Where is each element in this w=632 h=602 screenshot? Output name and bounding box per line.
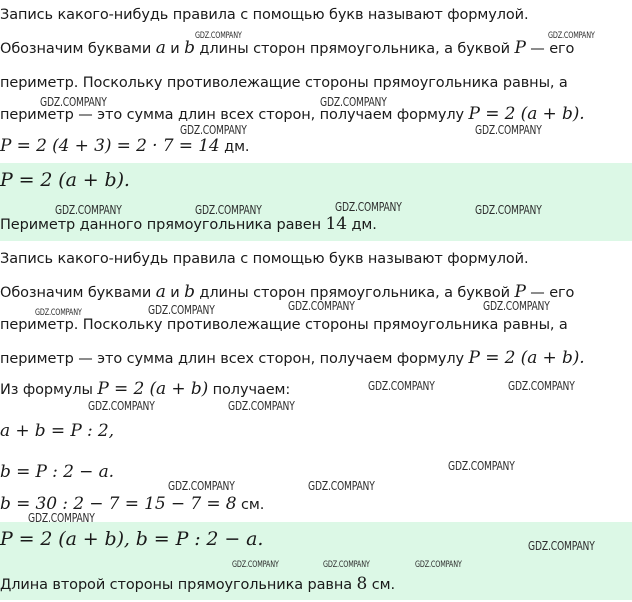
s2-line5-tail: получаем:: [208, 382, 291, 398]
watermark: GDZ.COMPANY: [320, 95, 387, 109]
watermark: GDZ.COMPANY: [528, 539, 595, 553]
s1-var-P: P: [514, 38, 526, 58]
s2-line4-text: периметр — это сумма длин всех сторон, получаем формулу: [0, 351, 469, 367]
s2-answer-formula: [0, 528, 263, 550]
s2-line2-and: и: [165, 285, 185, 301]
s2-line6: [0, 421, 114, 441]
s2-line5-text: Из формулы: [0, 382, 98, 398]
watermark: GDZ.COMPANY: [475, 203, 542, 217]
s1-var-a: a: [155, 38, 166, 58]
s2-var-P: P: [514, 282, 526, 302]
watermark: GDZ.COMPANY: [448, 459, 515, 473]
s1-line2-text-b: длины сторон прямоугольника, а буквой: [194, 41, 515, 57]
s1-line5-formula: P = 2 (4 + 3) = 2 · 7 = 14: [0, 136, 220, 156]
s2-line2-text-b: длины сторон прямоугольника, а буквой: [194, 285, 515, 301]
s1-answer-text: Периметр данного прямоугольника равен: [0, 217, 326, 233]
watermark: GDZ.COMPANY: [323, 560, 370, 570]
s2-line4: [0, 348, 585, 368]
s2-line2-text-a: Обозначим буквами: [0, 285, 156, 301]
s2-var-b: b: [184, 282, 195, 302]
s1-line5: [0, 136, 249, 156]
s1-line2: [0, 38, 574, 58]
s2-answer: [0, 574, 395, 594]
watermark: GDZ.COMPANY: [55, 203, 122, 217]
s2-line8-unit: см.: [236, 497, 265, 513]
s2-line4-formula: P = 2 (a + b).: [468, 348, 585, 368]
watermark: GDZ.COMPANY: [335, 200, 402, 214]
watermark: GDZ.COMPANY: [195, 203, 262, 217]
s1-line5-unit: дм.: [219, 139, 250, 155]
watermark: GDZ.COMPANY: [168, 479, 235, 493]
s1-answer-unit: дм.: [346, 217, 377, 233]
s2-answer-value: 8: [356, 574, 368, 594]
s1-var-b: b: [184, 38, 195, 58]
watermark: GDZ.COMPANY: [88, 399, 155, 413]
s1-line4-text: периметр — это сумма длин всех сторон, получаем формулу: [0, 107, 469, 123]
s1-line3: периметр. Поскольку противолежащие стороны прямоугольника равны, а: [0, 75, 568, 91]
watermark: GDZ.COMPANY: [548, 31, 595, 41]
watermark: GDZ.COMPANY: [288, 299, 355, 313]
watermark: GDZ.COMPANY: [28, 511, 95, 525]
s2-line5-formula: P = 2 (a + b): [97, 379, 209, 399]
watermark: GDZ.COMPANY: [415, 560, 462, 570]
watermark: GDZ.COMPANY: [228, 399, 295, 413]
watermark: GDZ.COMPANY: [475, 123, 542, 137]
s2-line7: [0, 462, 114, 482]
s1-answer: [0, 214, 377, 234]
s2-line1: Запись какого-нибудь правила с помощью букв называют формулой.: [0, 251, 529, 267]
s2-answer-unit: см.: [367, 577, 395, 593]
s1-answer-formula-text: P = 2 (a + b).: [0, 169, 130, 191]
watermark: GDZ.COMPANY: [232, 560, 279, 570]
watermark: GDZ.COMPANY: [308, 479, 375, 493]
s2-line3: периметр. Поскольку противолежащие стороны прямоугольника равны, а: [0, 317, 568, 333]
watermark: GDZ.COMPANY: [148, 303, 215, 317]
watermark: GDZ.COMPANY: [483, 299, 550, 313]
watermark: GDZ.COMPANY: [180, 123, 247, 137]
s2-answer-formula-text: P = 2 (a + b), b = P : 2 − a.: [0, 528, 264, 550]
s2-line7-formula: b = P : 2 − a.: [0, 462, 114, 482]
watermark: GDZ.COMPANY: [508, 379, 575, 393]
watermark: GDZ.COMPANY: [40, 95, 107, 109]
s2-var-a: a: [155, 282, 166, 302]
s2-line6-formula: a + b = P : 2,: [0, 421, 114, 441]
s1-line2-text-c: — его: [525, 41, 575, 57]
s2-line8-formula: b = 30 : 2 − 7 = 15 − 7 = 8: [0, 494, 237, 514]
s2-line2-text-c: — его: [525, 285, 575, 301]
s1-line2-text-a: Обозначим буквами: [0, 41, 156, 57]
s2-answer-text: Длина второй стороны прямоугольника равна: [0, 577, 357, 593]
watermark: GDZ.COMPANY: [195, 31, 242, 41]
s1-answer-value: 14: [325, 214, 347, 234]
s1-line4-formula: P = 2 (a + b).: [468, 104, 585, 124]
s2-line5: [0, 379, 290, 399]
s1-answer-formula: [0, 169, 130, 191]
watermark: GDZ.COMPANY: [35, 308, 82, 318]
watermark: GDZ.COMPANY: [368, 379, 435, 393]
s1-line1: Запись какого-нибудь правила с помощью букв называют формулой.: [0, 7, 529, 23]
s1-line2-and: и: [165, 41, 185, 57]
